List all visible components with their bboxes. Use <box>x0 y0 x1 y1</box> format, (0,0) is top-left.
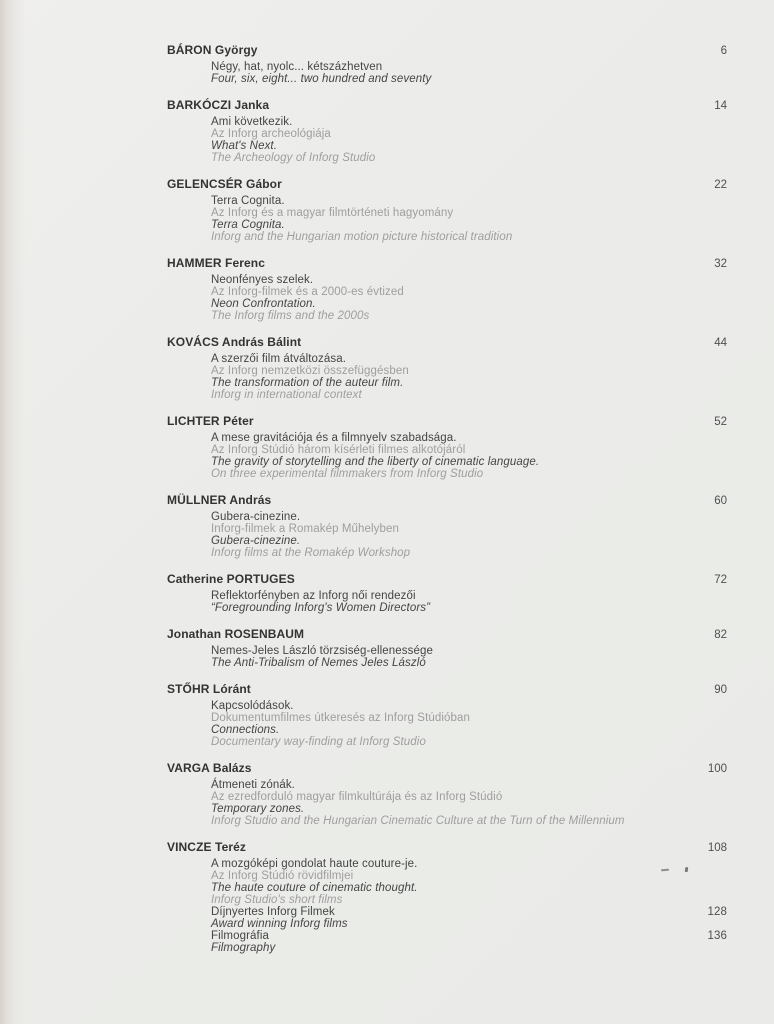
toc-line <box>211 310 727 322</box>
author-name: LICHTER Péter <box>167 414 254 428</box>
author-name: Jonathan ROSENBAUM <box>167 627 305 641</box>
toc-line <box>211 906 727 918</box>
toc-line-text: What's Next. <box>211 140 278 152</box>
page-number: 60 <box>714 495 727 507</box>
toc-line <box>211 712 727 724</box>
toc-entry-header <box>167 573 727 587</box>
toc-entry <box>167 683 727 748</box>
toc-line <box>211 298 727 310</box>
toc-line-text: Inforg and the Hungarian motion picture historical tradition <box>211 231 513 243</box>
toc-line-text: The Archeology of Inforg Studio <box>211 152 376 164</box>
page-number: 108 <box>707 842 727 854</box>
toc-line-text: Négy, hat, nyolc... kétszázhetven <box>211 61 383 73</box>
toc-line <box>211 918 727 930</box>
toc-entry <box>167 628 727 669</box>
table-of-contents <box>167 44 727 968</box>
toc-line-text: Az ezredforduló magyar filmkultúrája és az Inforg Stúdió <box>211 791 503 803</box>
scan-edge-shadow <box>0 0 26 1024</box>
page-number: 52 <box>714 416 727 428</box>
toc-line-text: Átmeneti zónák. <box>211 779 295 791</box>
toc-line-text: Inforg Studio and the Hungarian Cinematic Culture at the Turn of the Millennium <box>211 815 625 827</box>
toc-entry-header <box>167 44 727 58</box>
toc-entry-header <box>167 683 727 697</box>
toc-line <box>211 894 727 906</box>
toc-line-text: Inforg-filmek a Romakép Műhelyben <box>211 523 400 535</box>
toc-entry <box>167 44 727 85</box>
toc-line <box>211 468 727 480</box>
toc-line <box>211 645 727 657</box>
toc-entry-header <box>167 494 727 508</box>
page-number: 22 <box>714 179 727 191</box>
toc-entry-lines <box>167 858 727 954</box>
toc-line <box>211 511 727 523</box>
page-number: 90 <box>714 684 727 696</box>
toc-entry-header <box>167 762 727 776</box>
toc-line-text: Dokumentumfilmes útkeresés az Inforg Stúdióban <box>211 712 471 724</box>
author-name: GELENCSÉR Gábor <box>167 177 282 191</box>
toc-line <box>211 195 727 207</box>
page-number: 6 <box>720 45 727 57</box>
page-number: 72 <box>714 574 727 586</box>
toc-entry <box>167 336 727 401</box>
toc-entry-header <box>167 257 727 271</box>
toc-line <box>211 724 727 736</box>
toc-entry-lines <box>167 779 727 827</box>
toc-line <box>211 231 727 243</box>
toc-entry-lines <box>167 432 727 480</box>
toc-entry <box>167 257 727 322</box>
toc-line <box>211 207 727 219</box>
toc-line-text: The Inforg films and the 2000s <box>211 310 370 322</box>
toc-line-text: “Foregrounding Inforg's Women Directors” <box>211 602 431 614</box>
toc-entry-header <box>167 415 727 429</box>
toc-line <box>211 930 727 942</box>
toc-line <box>211 779 727 791</box>
toc-line-text: Inforg films at the Romakép Workshop <box>211 547 411 559</box>
toc-line-text: Inforg Studio's short films <box>211 894 343 906</box>
page-number: 82 <box>714 629 727 641</box>
author-name: STŐHR Lóránt <box>167 682 251 696</box>
toc-line-text: Connections. <box>211 724 280 736</box>
toc-line-text: On three experimental filmmakers from Inforg Studio <box>211 468 484 480</box>
toc-line-text: Az Inforg nemzetközi összefüggésben <box>211 365 409 377</box>
toc-line <box>211 73 727 85</box>
toc-entry-lines <box>167 61 727 85</box>
toc-line-text: Four, six, eight... two hundred and seventy <box>211 73 432 85</box>
page-number: 32 <box>714 258 727 270</box>
toc-line <box>211 590 727 602</box>
toc-line-text: A mozgóképi gondolat haute couture-je. <box>211 858 418 870</box>
toc-entry-lines <box>167 645 727 669</box>
toc-line-text: Inforg in international context <box>211 389 362 401</box>
toc-entry-lines <box>167 195 727 243</box>
toc-line <box>211 791 727 803</box>
toc-line <box>211 353 727 365</box>
toc-line-text: Az Inforg-filmek és a 2000-es évtized <box>211 286 404 298</box>
toc-entry-header <box>167 336 727 350</box>
toc-entry <box>167 573 727 614</box>
toc-line-text: A mese gravitációja és a filmnyelv szabadsága. <box>211 432 457 444</box>
toc-line-text: Az Inforg Stúdió rövidfilmjei <box>211 870 354 882</box>
author-name: VINCZE Teréz <box>167 840 246 854</box>
toc-line <box>211 432 727 444</box>
page-number: 128 <box>707 906 727 918</box>
toc-entry-header <box>167 178 727 192</box>
toc-line <box>211 377 727 389</box>
toc-line-text: Az Inforg archeológiája <box>211 128 331 140</box>
toc-line-text: Gubera-cinezine. <box>211 511 301 523</box>
page-number: 14 <box>714 100 727 112</box>
toc-line <box>211 803 727 815</box>
toc-line <box>211 219 727 231</box>
toc-entry <box>167 494 727 559</box>
toc-line-text: Terra Cognita. <box>211 219 285 231</box>
toc-entry <box>167 99 727 164</box>
toc-line <box>211 535 727 547</box>
toc-entry-lines <box>167 590 727 614</box>
toc-line <box>211 547 727 559</box>
toc-line <box>211 140 727 152</box>
toc-line-text: Ami következik. <box>211 116 293 128</box>
toc-line-text: Award winning Inforg films <box>211 918 348 930</box>
toc-line <box>211 602 727 614</box>
toc-line <box>211 942 727 954</box>
toc-line-text: Kapcsolódások. <box>211 700 294 712</box>
toc-line <box>211 882 727 894</box>
toc-line-text: Az Inforg és a magyar filmtörténeti hagyomány <box>211 207 454 219</box>
toc-entry-lines <box>167 116 727 164</box>
author-name: HAMMER Ferenc <box>167 256 265 270</box>
toc-line <box>211 700 727 712</box>
toc-line <box>211 456 727 468</box>
toc-line <box>211 858 727 870</box>
toc-line <box>211 444 727 456</box>
toc-line-text: The Anti-Tribalism of Nemes Jeles László <box>211 657 426 669</box>
toc-line <box>211 657 727 669</box>
toc-entry <box>167 178 727 243</box>
toc-line-text: Neonfényes szelek. <box>211 274 314 286</box>
author-name: VARGA Balázs <box>167 761 252 775</box>
toc-entry-header <box>167 99 727 113</box>
author-name: BÁRON György <box>167 43 258 57</box>
page-number: 136 <box>707 930 727 942</box>
toc-entry <box>167 762 727 827</box>
toc-entry <box>167 841 727 954</box>
page-number: 44 <box>714 337 727 349</box>
toc-line-text: Terra Cognita. <box>211 195 285 207</box>
toc-line <box>211 128 727 140</box>
toc-entry-header <box>167 841 727 855</box>
toc-entry <box>167 415 727 480</box>
toc-line <box>211 365 727 377</box>
toc-line <box>211 274 727 286</box>
author-name: KOVÁCS András Bálint <box>167 335 302 349</box>
toc-line-text: Filmográfia <box>211 930 269 942</box>
author-name: Catherine PORTUGES <box>167 572 295 586</box>
toc-line <box>211 152 727 164</box>
toc-entry-lines <box>167 511 727 559</box>
toc-line <box>211 286 727 298</box>
toc-line-text: The transformation of the auteur film. <box>211 377 404 389</box>
toc-line <box>211 870 727 882</box>
toc-entry-lines <box>167 353 727 401</box>
toc-line-text: A szerzői film átváltozása. <box>211 353 347 365</box>
toc-entry-lines <box>167 700 727 748</box>
toc-line <box>211 815 727 827</box>
toc-line <box>211 736 727 748</box>
toc-line <box>211 61 727 73</box>
toc-line-text: Nemes-Jeles László törzsiség-ellenessége <box>211 645 433 657</box>
toc-line-text: Az Inforg Stúdió három kísérleti filmes alkotójáról <box>211 444 466 456</box>
toc-line-text: Temporary zones. <box>211 803 305 815</box>
toc-line-text: Díjnyertes Inforg Filmek <box>211 906 335 918</box>
toc-line-text: Neon Confrontation. <box>211 298 316 310</box>
toc-line <box>211 389 727 401</box>
toc-line-text: Documentary way-finding at Inforg Studio <box>211 736 426 748</box>
toc-line <box>211 116 727 128</box>
toc-line-text: Gubera-cinezine. <box>211 535 301 547</box>
toc-line-text: The haute couture of cinematic thought. <box>211 882 418 894</box>
toc-line-text: The gravity of storytelling and the liberty of cinematic language. <box>211 456 540 468</box>
toc-line <box>211 523 727 535</box>
author-name: BARKÓCZI Janka <box>167 98 270 112</box>
toc-line-text: Reflektorfényben az Inforg női rendezői <box>211 590 416 602</box>
toc-line-text: Filmography <box>211 942 276 954</box>
page-number: 100 <box>707 763 727 775</box>
toc-entry-lines <box>167 274 727 322</box>
toc-entry-header <box>167 628 727 642</box>
author-name: MÜLLNER András <box>167 493 272 507</box>
